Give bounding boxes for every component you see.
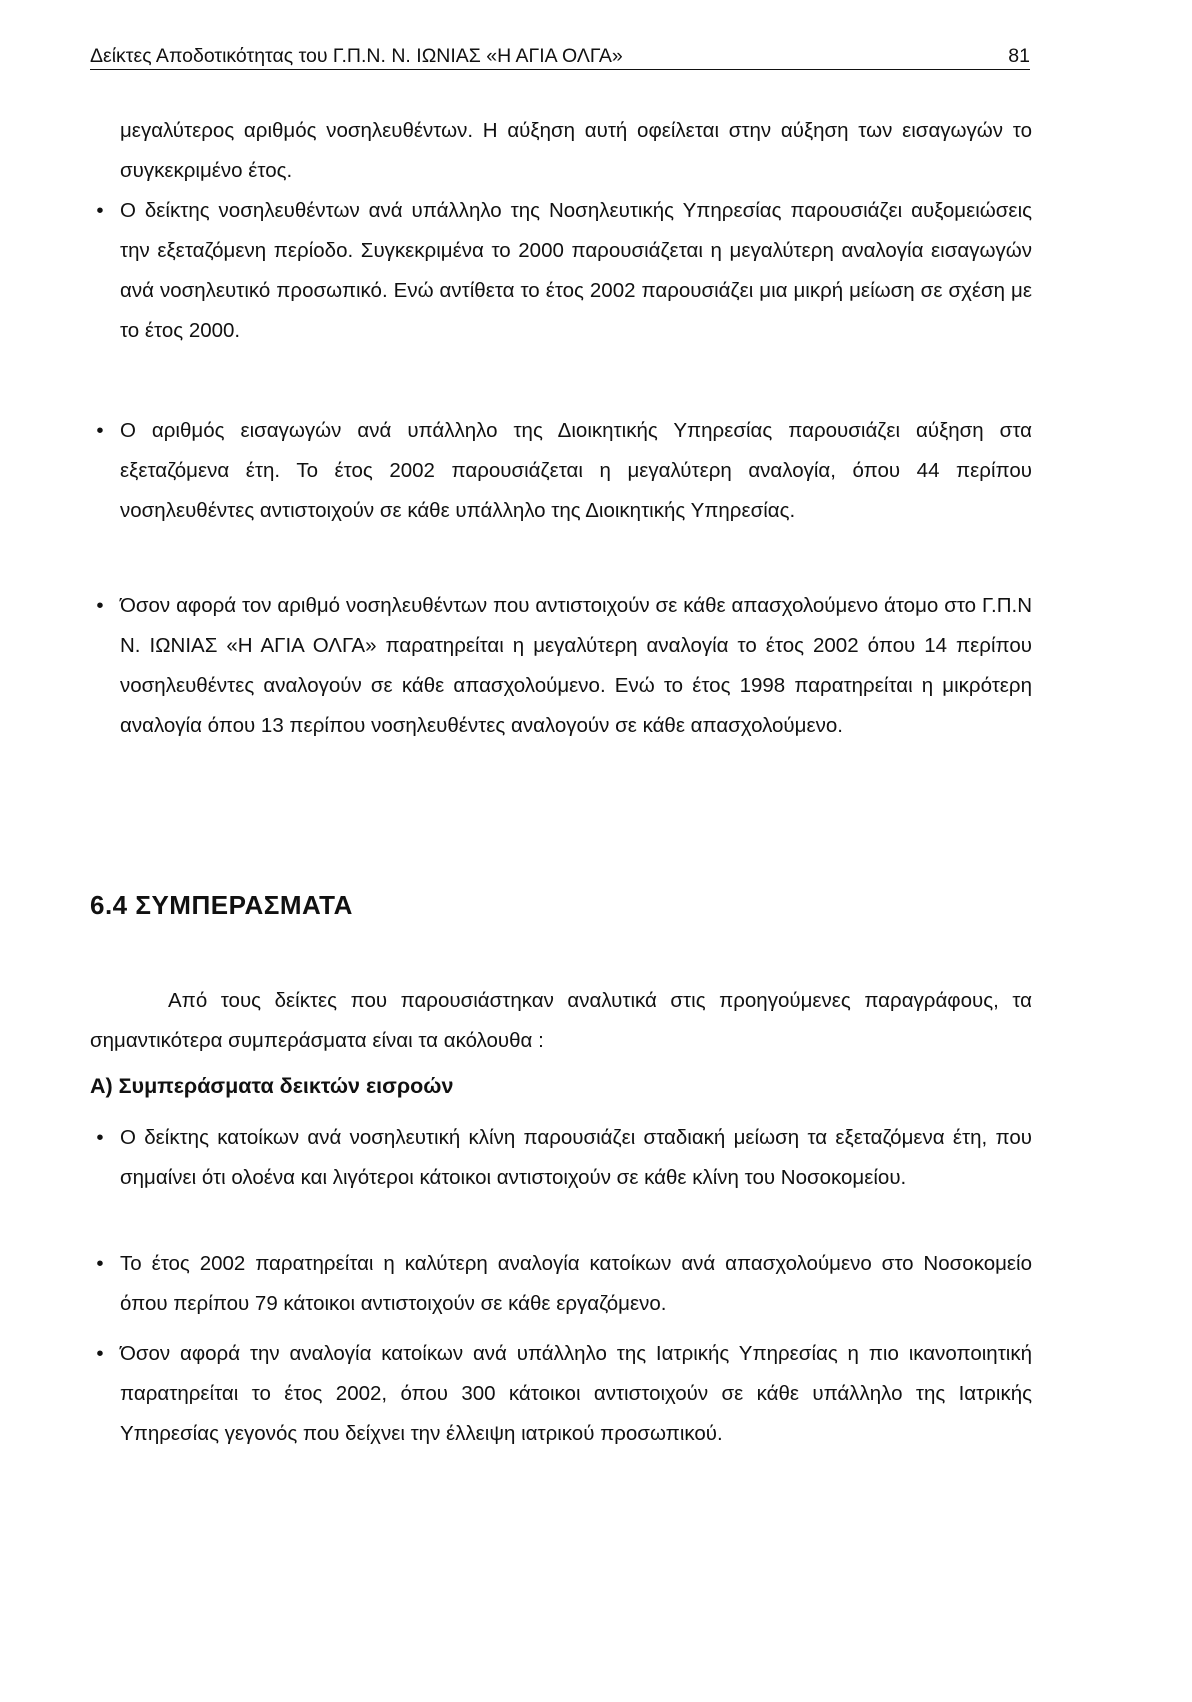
bullet-icon: • — [96, 1126, 104, 1149]
list-item-text: Ο δείκτης κατοίκων ανά νοσηλευτική κλίνη παρουσιάζει σταδιακή μείωση τα εξεταζόμενα έτη, που σημαίνει ότι ολοένα και λιγότεροι κάτοικοι αντιστοιχούν σε κάθε κλίνη του Νοσοκομείου. — [120, 1126, 1032, 1189]
bullet-icon: • — [96, 594, 104, 617]
header-title: Δείκτες Αποδοτικότητας του Γ.Π.Ν. Ν. ΙΩΝΙΑΣ «Η ΑΓΙΑ ΟΛΓΑ» — [90, 45, 623, 67]
list-item — [96, 411, 1032, 531]
bullet-icon: • — [96, 199, 104, 222]
list-item — [96, 191, 1032, 351]
list-item — [96, 1334, 1032, 1454]
list-item-text: Όσον αφορά την αναλογία κατοίκων ανά υπάλληλο της Ιατρικής Υπηρεσίας η πιο ικανοποιητική παρατηρείται το έτος 2002, όπου 300 κάτοικοι αντιστοιχούν σε κάθε υπάλληλο της Ιατρικής Υπηρεσίας γεγονός που δείχνει την έλλειψη ιατρικού προσωπικού. — [120, 1342, 1032, 1445]
list-item-text: Ο δείκτης νοσηλευθέντων ανά υπάλληλο της Νοσηλευτικής Υπηρεσίας παρουσιάζει αυξομειώσεις την εξεταζόμενη περίοδο. Συγκεκριμένα το 2000 παρουσιάζεται η μεγαλύτερη αναλογία εισαγωγών ανά νοσηλευτικό προσωπικό. Ενώ αντίθετα το έτος 2002 παρουσιάζει μια μικρή μείωση σε σχέση με το έτος 2000. — [120, 199, 1032, 342]
bullet-icon: • — [96, 419, 104, 442]
section-intro: Από τους δείκτες που παρουσιάστηκαν αναλυτικά στις προηγούμενες παραγράφους, τα σημαντικότερα συμπεράσματα είναι τα ακόλουθα : — [90, 989, 1032, 1052]
header-rule — [90, 69, 1030, 70]
list-item — [96, 586, 1032, 746]
section-heading: 6.4 ΣΥΜΠΕΡΑΣΜΑΤΑ — [90, 890, 353, 920]
list-item — [96, 1118, 1032, 1198]
bullet-icon: • — [96, 1252, 104, 1275]
list-item-text: Όσον αφορά τον αριθμό νοσηλευθέντων που αντιστοιχούν σε κάθε απασχολούμενο άτομο στο Γ.Π.Ν Ν. ΙΩΝΙΑΣ «Η ΑΓΙΑ ΟΛΓΑ» παρατηρείται η μεγαλύτερη αναλογία το έτος 2002 όπου 14 περίπου νοσηλευθέντες αναλογούν σε κάθε απασχολούμενο. Ενώ το έτος 1998 παρατηρείται η μικρότερη αναλογία όπου 13 περίπου νοσηλευθέντες αναλογούν σε κάθε απασχολούμενο. — [120, 594, 1032, 737]
continuation-paragraph: μεγαλύτερος αριθμός νοσηλευθέντων. Η αύξηση αυτή οφείλεται στην αύξηση των εισαγωγών το συγκεκριμένο έτος. — [120, 119, 1032, 182]
bullet-icon: • — [96, 1342, 104, 1365]
list-item-text: Ο αριθμός εισαγωγών ανά υπάλληλο της Διοικητικής Υπηρεσίας παρουσιάζει αύξηση στα εξεταζόμενα έτη. Το έτος 2002 παρουσιάζεται η μεγαλύτερη αναλογία, όπου 44 περίπου νοσηλευθέντες αντιστοιχούν σε κάθε υπάλληλο της Διοικητικής Υπηρεσίας. — [120, 419, 1032, 522]
list-item-text: Το έτος 2002 παρατηρείται η καλύτερη αναλογία κατοίκων ανά απασχολούμενο στο Νοσοκομείο όπου περίπου 79 κάτοικοι αντιστοιχούν σε κάθε εργαζόμενο. — [120, 1252, 1032, 1315]
page-number: 81 — [1008, 45, 1030, 67]
list-item — [96, 1244, 1032, 1324]
section-subheading: Α) Συμπεράσματα δεικτών εισροών — [90, 1074, 454, 1098]
